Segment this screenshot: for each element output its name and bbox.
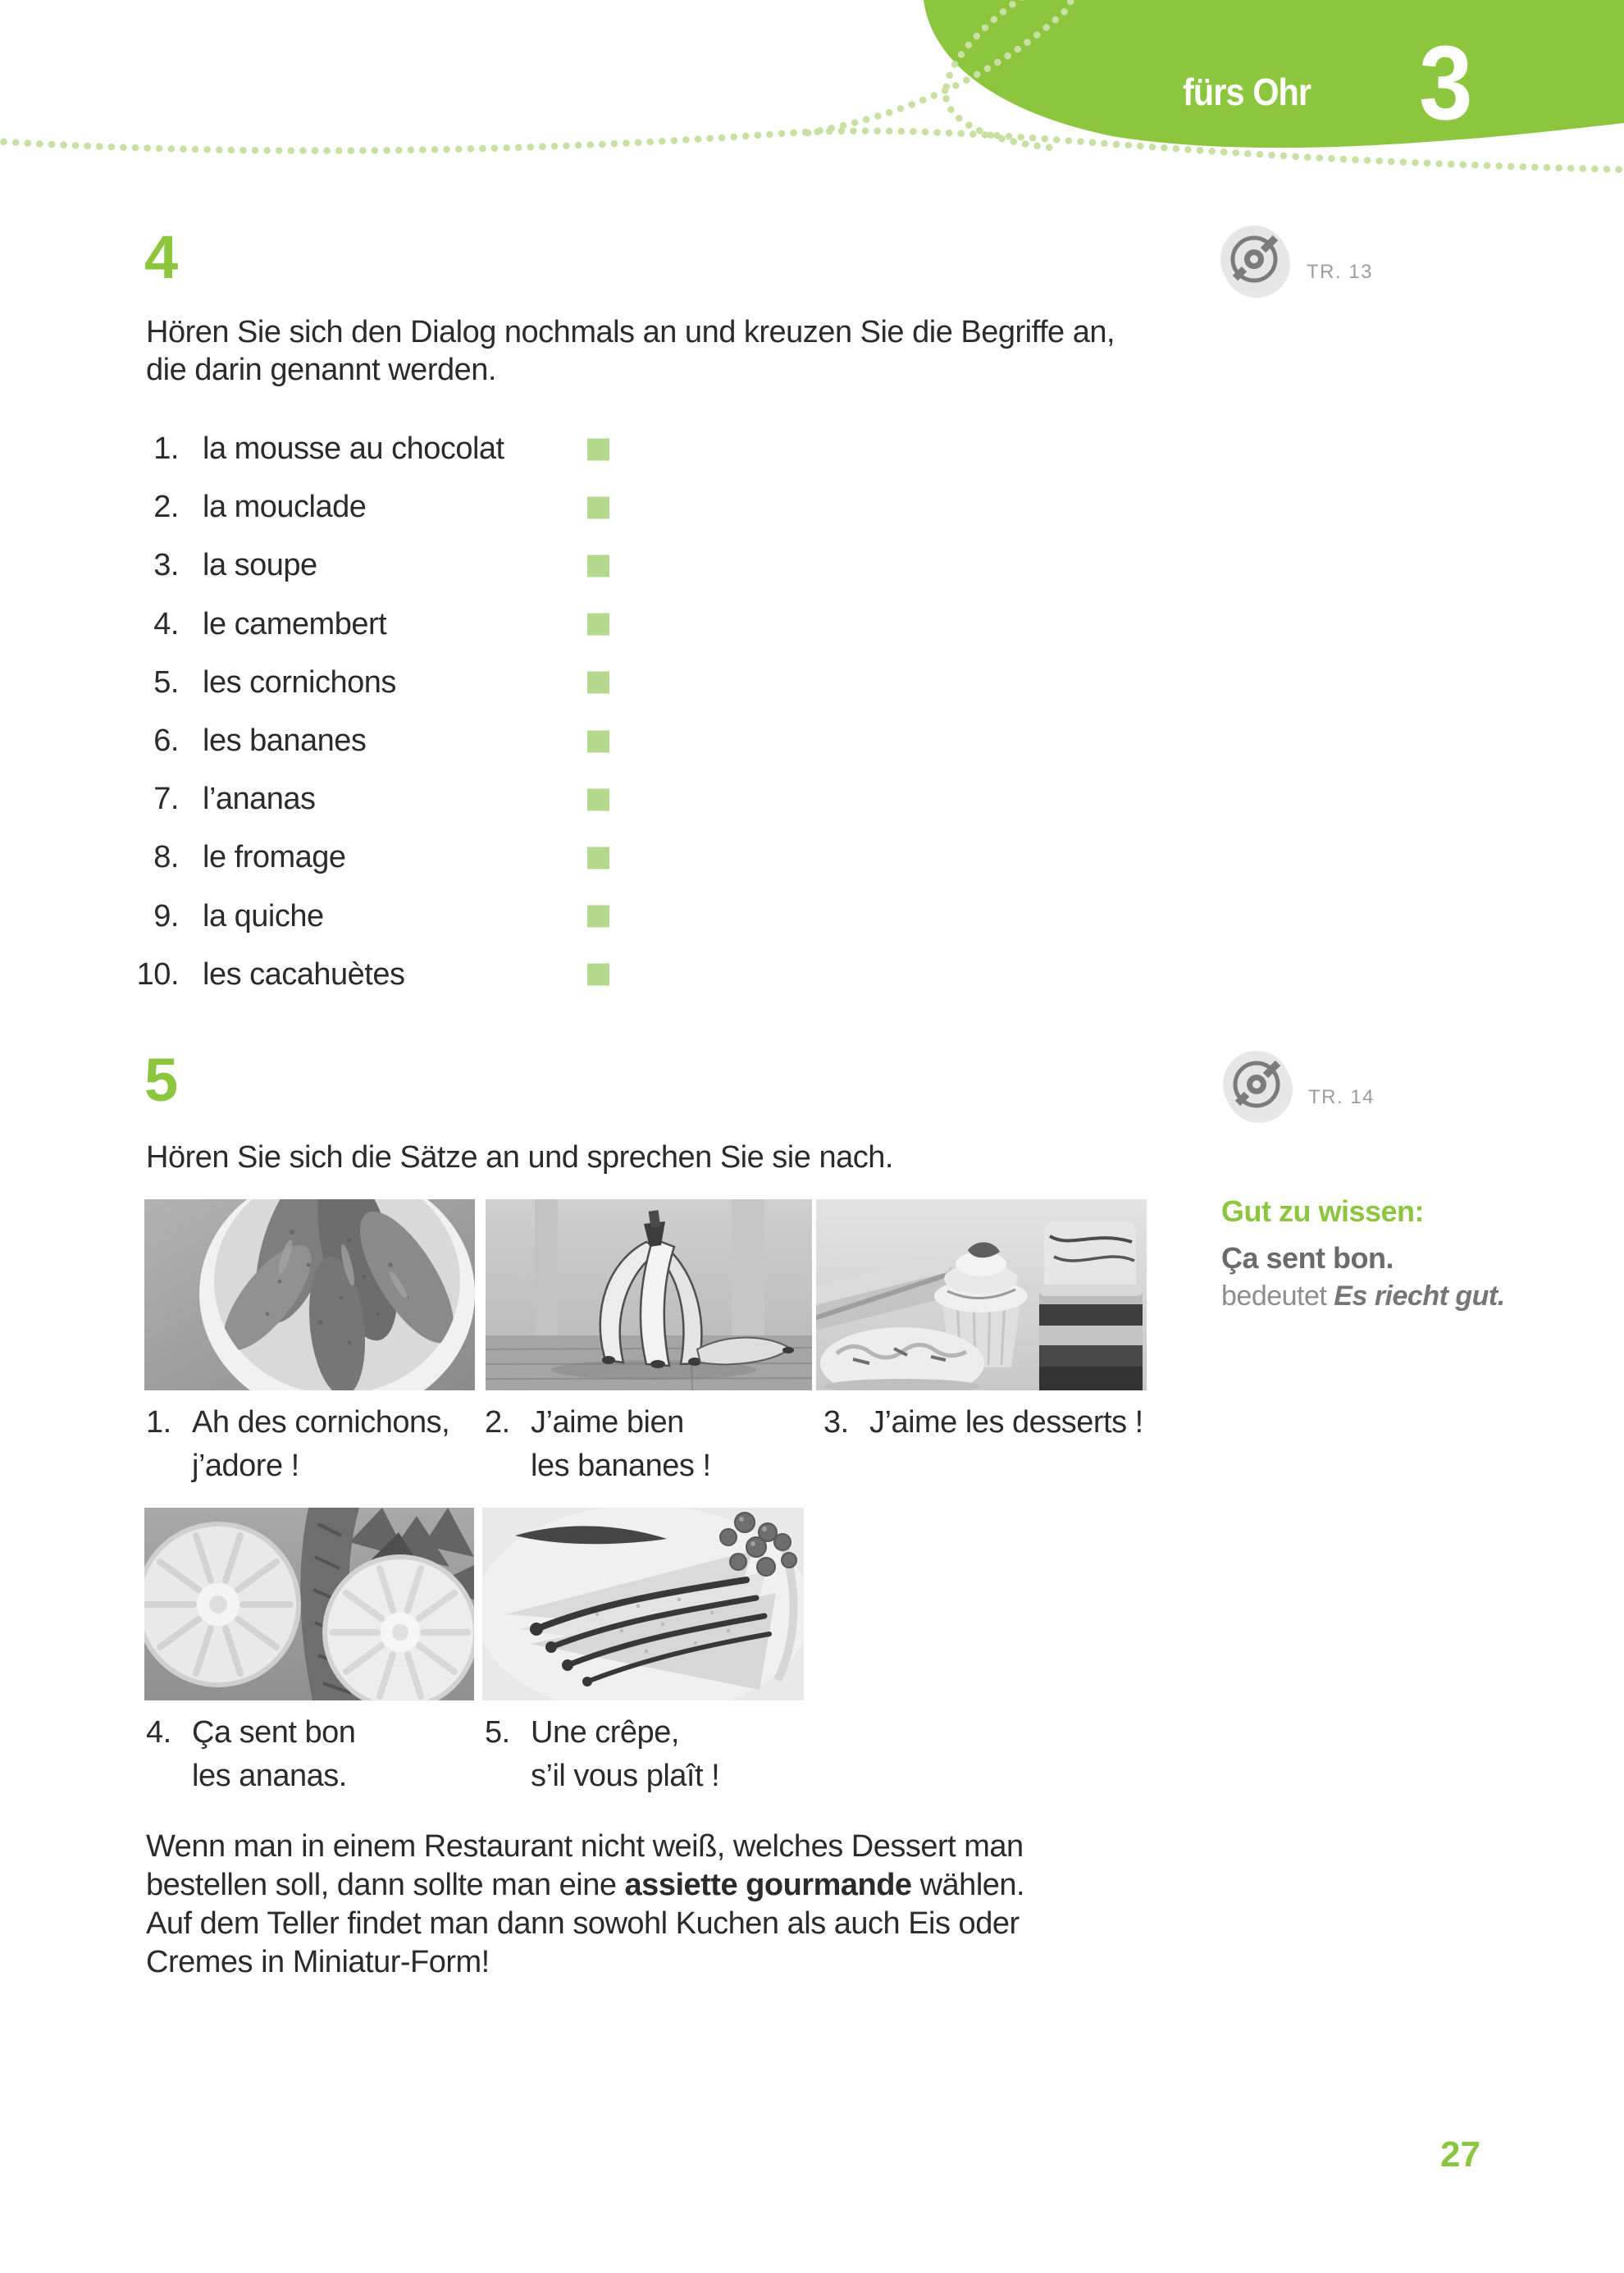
page-number: 27	[1440, 2134, 1480, 2175]
tip-box-meaning	[1221, 1280, 1505, 1313]
caption-line: J’aime bien	[531, 1405, 684, 1440]
item-label: les bananes	[203, 723, 367, 759]
caption-2	[485, 1401, 711, 1488]
paragraph-line: Cremes in Miniatur-Form!	[146, 1945, 490, 1979]
exercise-4-instruction	[146, 313, 1115, 389]
caption-line: les ananas.	[192, 1759, 347, 1793]
photo-crepe-chocolate	[482, 1508, 804, 1700]
list-item	[123, 712, 664, 770]
header-decoration	[0, 0, 1624, 197]
audio-cd-icon[interactable]	[1209, 214, 1299, 304]
tip-box-title: Gut zu wissen:	[1221, 1194, 1425, 1228]
caption-1	[146, 1401, 449, 1488]
checkbox-item-7[interactable]	[587, 788, 609, 810]
caption-number: 4.	[146, 1715, 171, 1750]
checkbox-item-6[interactable]	[587, 730, 609, 752]
caption-line: Ah des cornichons,	[192, 1405, 450, 1440]
item-number: 4.	[153, 606, 179, 641]
caption-line: Une crêpe,	[531, 1715, 679, 1750]
list-item	[123, 770, 664, 828]
caption-3	[823, 1401, 1143, 1445]
photo-desserts	[816, 1199, 1147, 1390]
checkbox-item-1[interactable]	[587, 438, 609, 460]
instruction-line: die darin genannt werden.	[146, 353, 496, 387]
tip-meaning-italic: Es riecht gut.	[1334, 1280, 1505, 1312]
list-item	[123, 420, 664, 478]
caption-line: J’aime les desserts !	[869, 1405, 1143, 1440]
paragraph-line: Auf dem Teller findet man dann sowohl Kuchen als auch Eis oder	[146, 1906, 1020, 1941]
instruction-line: Hören Sie sich den Dialog nochmals an und kreuzen Sie die Begriffe an,	[146, 315, 1115, 349]
list-item	[123, 946, 664, 1004]
item-label: les cornichons	[203, 664, 396, 700]
item-label: le camembert	[203, 606, 387, 641]
photo-cornichons-bowl	[144, 1199, 475, 1390]
item-label: la soupe	[203, 548, 317, 583]
caption-number: 2.	[485, 1405, 510, 1440]
item-number: 9.	[153, 898, 179, 933]
caption-number: 5.	[485, 1715, 510, 1750]
checkbox-item-4[interactable]	[587, 614, 609, 636]
caption-line: j’adore !	[192, 1449, 299, 1483]
item-number: 7.	[153, 782, 179, 817]
checkbox-item-10[interactable]	[587, 964, 609, 986]
item-number: 6.	[153, 723, 179, 759]
paragraph-line: Wenn man in einem Restaurant nicht weiß, welches Dessert man	[146, 1829, 1024, 1864]
list-item	[123, 888, 664, 946]
exercise-4-number: 4	[144, 223, 177, 291]
checkbox-item-2[interactable]	[587, 496, 609, 518]
list-item	[123, 596, 664, 654]
caption-line: Ça sent bon	[192, 1715, 356, 1750]
list-item	[123, 654, 664, 712]
item-label: l’ananas	[203, 782, 316, 817]
photo-bananas	[486, 1199, 812, 1390]
item-label: la mouclade	[203, 490, 367, 525]
begriffe-checklist	[123, 420, 664, 1004]
caption-line: s’il vous plaît !	[531, 1759, 720, 1793]
item-label: les cacahuètes	[203, 956, 405, 992]
caption-line: les bananes !	[531, 1449, 711, 1483]
checkbox-item-9[interactable]	[587, 906, 609, 928]
exercise-5-instruction: Hören Sie sich die Sätze an und sprechen Sie sie nach.	[146, 1140, 893, 1175]
item-number: 1.	[153, 431, 179, 467]
caption-number: 1.	[146, 1405, 171, 1440]
tip-meaning-prefix: bedeutet	[1221, 1280, 1334, 1312]
checkbox-item-3[interactable]	[587, 555, 609, 577]
track-13-label: TR. 13	[1307, 261, 1374, 283]
info-paragraph	[146, 1828, 1212, 1982]
item-number: 3.	[153, 548, 179, 583]
tip-box-phrase: Ça sent bon.	[1221, 1241, 1394, 1275]
caption-number: 3.	[823, 1405, 849, 1440]
exercise-5-number: 5	[144, 1046, 177, 1114]
item-label: la quiche	[203, 898, 324, 933]
photo-pineapple-slices	[144, 1508, 474, 1700]
caption-5	[485, 1711, 719, 1798]
item-number: 10.	[136, 956, 179, 992]
assiette-gourmande-term: assiette gourmande	[624, 1868, 912, 1902]
item-number: 8.	[153, 840, 179, 875]
chapter-number: 3	[1419, 25, 1473, 142]
caption-4	[146, 1711, 355, 1798]
list-item	[123, 828, 664, 887]
item-label: le fromage	[203, 840, 346, 875]
track-14-label: TR. 14	[1308, 1086, 1375, 1108]
item-number: 2.	[153, 490, 179, 525]
item-number: 5.	[153, 664, 179, 700]
list-item	[123, 478, 664, 536]
section-label: fürs Ohr	[1183, 71, 1312, 113]
checkbox-item-5[interactable]	[587, 672, 609, 694]
checkbox-item-8[interactable]	[587, 847, 609, 869]
audio-cd-icon[interactable]	[1211, 1039, 1302, 1130]
paragraph-line: bestellen soll, dann sollte man eine assiette gourmande wählen.	[146, 1868, 1025, 1902]
list-item	[123, 536, 664, 595]
item-label: la mousse au chocolat	[203, 431, 504, 467]
